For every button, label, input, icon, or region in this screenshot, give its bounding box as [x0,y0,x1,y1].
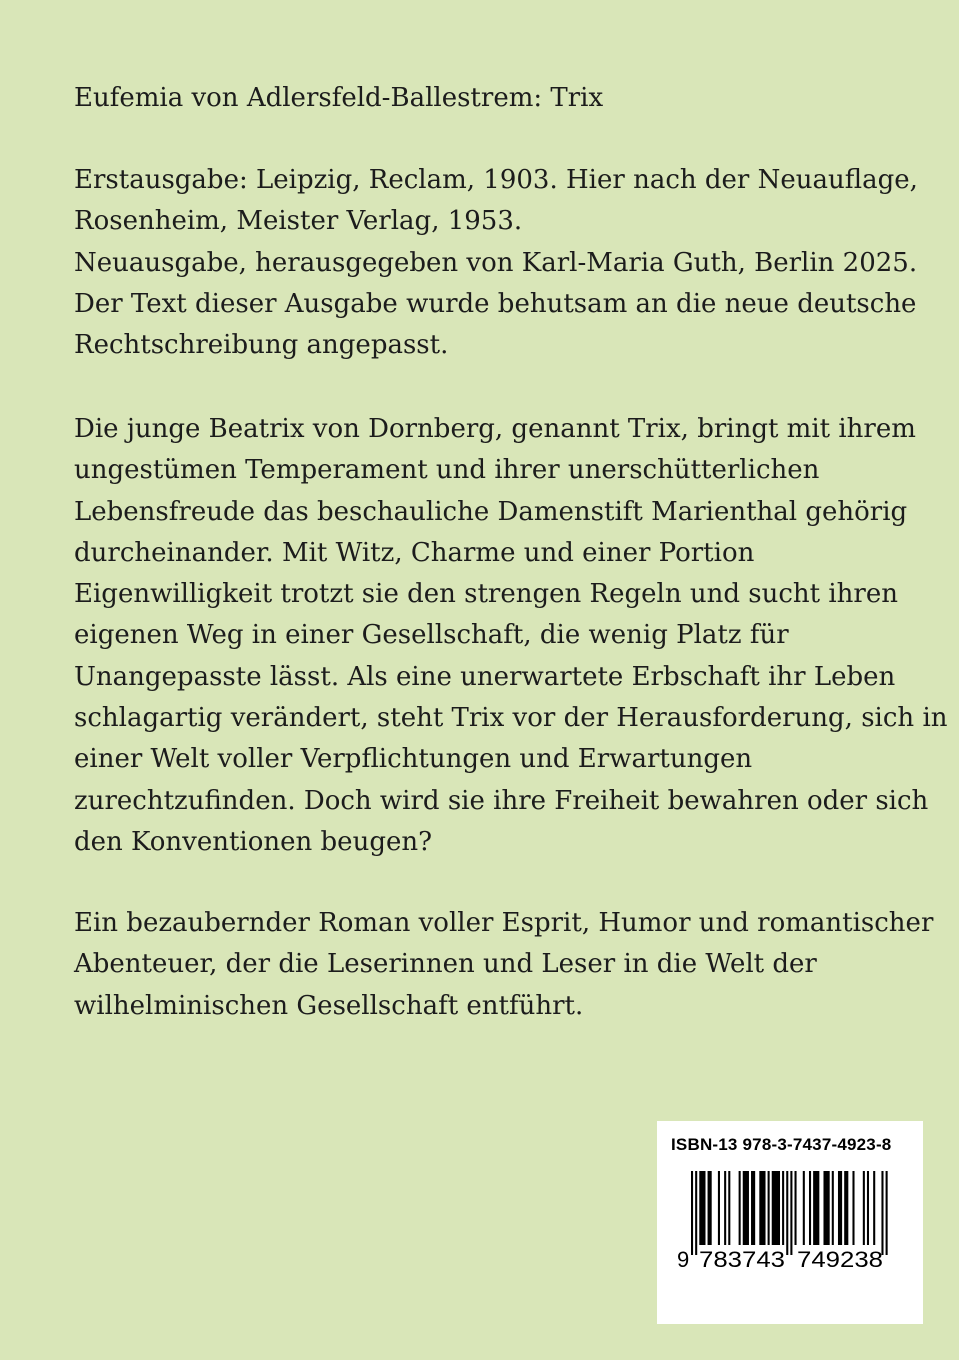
title-text: Eufemia von Adlersfeld-Ballestrem: Trix [74,83,604,113]
barcode-bar [708,1171,712,1245]
summary-paragraph [74,409,948,863]
barcode-bar [867,1171,869,1245]
title-line [74,78,894,119]
barcode-digits [677,1247,883,1272]
barcode-bar [873,1171,875,1245]
barcode-bar [795,1171,797,1245]
barcode-bar [743,1171,749,1245]
barcode-bar [724,1171,726,1245]
barcode-bar [790,1171,792,1255]
summary-line: den Konventionen beugen? [74,826,433,857]
edition-line: Rosenheim, Meister Verlag, 1953. [74,206,523,237]
barcode-bar [823,1171,829,1245]
barcode-bar [852,1171,854,1245]
summary-line: Unangepasste lässt. Als eine unerwartete Erbschaft ihr Leben [74,661,896,692]
barcode-bar [844,1171,848,1245]
edition-line: Neuausgabe, herausgegeben von Karl-Maria Guth, Berlin 2025. [74,247,918,278]
summary-line: Die junge Beatrix von Dornberg, genannt Trix, bringt mit ihrem [74,414,916,444]
barcode-bar [768,1171,770,1245]
barcode-digits-right: 749238 [797,1247,883,1272]
barcode-bar [718,1171,720,1245]
barcode-bar [699,1171,705,1245]
summary-line: ungestümen Temperament und ihrer unerschütterlichen [74,455,820,486]
barcode-bar [803,1171,805,1245]
barcode-box [657,1121,923,1324]
barcode-bar [838,1171,842,1245]
closing-line: wilhelminischen Gesellschaft entführt. [74,990,584,1021]
summary-line: durcheinander. Mit Witz, Charme und einer Portion [74,537,755,568]
barcode-bar [786,1171,788,1255]
closing-line: Abenteuer, der die Leserinnen und Leser in die Welt der [74,949,817,980]
closing-paragraph [74,903,934,1027]
edition-line: Der Text dieser Ausgabe wurde behutsam an die neue deutsche [74,288,917,319]
barcode-bar [739,1171,741,1245]
edition-info [74,160,918,366]
barcode-bar [809,1171,811,1245]
barcode-digits-left: 783743 [699,1247,785,1272]
edition-line: Erstausgabe: Leipzig, Reclam, 1903. Hier nach der Neuauflage, [74,165,918,195]
barcode-bar [759,1171,765,1245]
closing-line: Ein bezaubernder Roman voller Esprit, Humor und romantischer [74,908,934,938]
barcode-bar [863,1171,865,1245]
barcode-bars [691,1171,888,1255]
barcode-bar [695,1171,697,1255]
barcode-bar [751,1171,755,1245]
summary-line: eigenen Weg in einer Gesellschaft, die wenig Platz für [74,620,789,651]
summary-line: schlagartig verändert, steht Trix vor der Herausforderung, sich in [74,703,948,734]
isbn-label: ISBN-13 978-3-7437-4923-8 [671,1135,892,1154]
barcode-bar [813,1171,819,1245]
barcode-bar [782,1171,784,1245]
summary-line: Eigenwilligkeit trotzt sie den strengen Regeln und sucht ihren [74,579,898,610]
barcode-bar [772,1171,780,1245]
summary-line: zurechtzufinden. Doch wird sie ihre Freiheit bewahren oder sich [74,785,929,816]
barcode-image [657,1121,923,1324]
barcode-digit-lead: 9 [677,1247,690,1272]
edition-line: Rechtschreibung angepasst. [74,330,449,361]
summary-line: einer Welt voller Verpflichtungen und Erwartungen [74,744,753,775]
barcode-bar [832,1171,834,1245]
barcode-bar [886,1171,888,1255]
barcode-bar [728,1171,730,1245]
summary-line: Lebensfreude das beschauliche Damenstift Marienthal gehörig [74,496,908,527]
barcode-bar [881,1171,883,1255]
barcode-bar [691,1171,693,1255]
